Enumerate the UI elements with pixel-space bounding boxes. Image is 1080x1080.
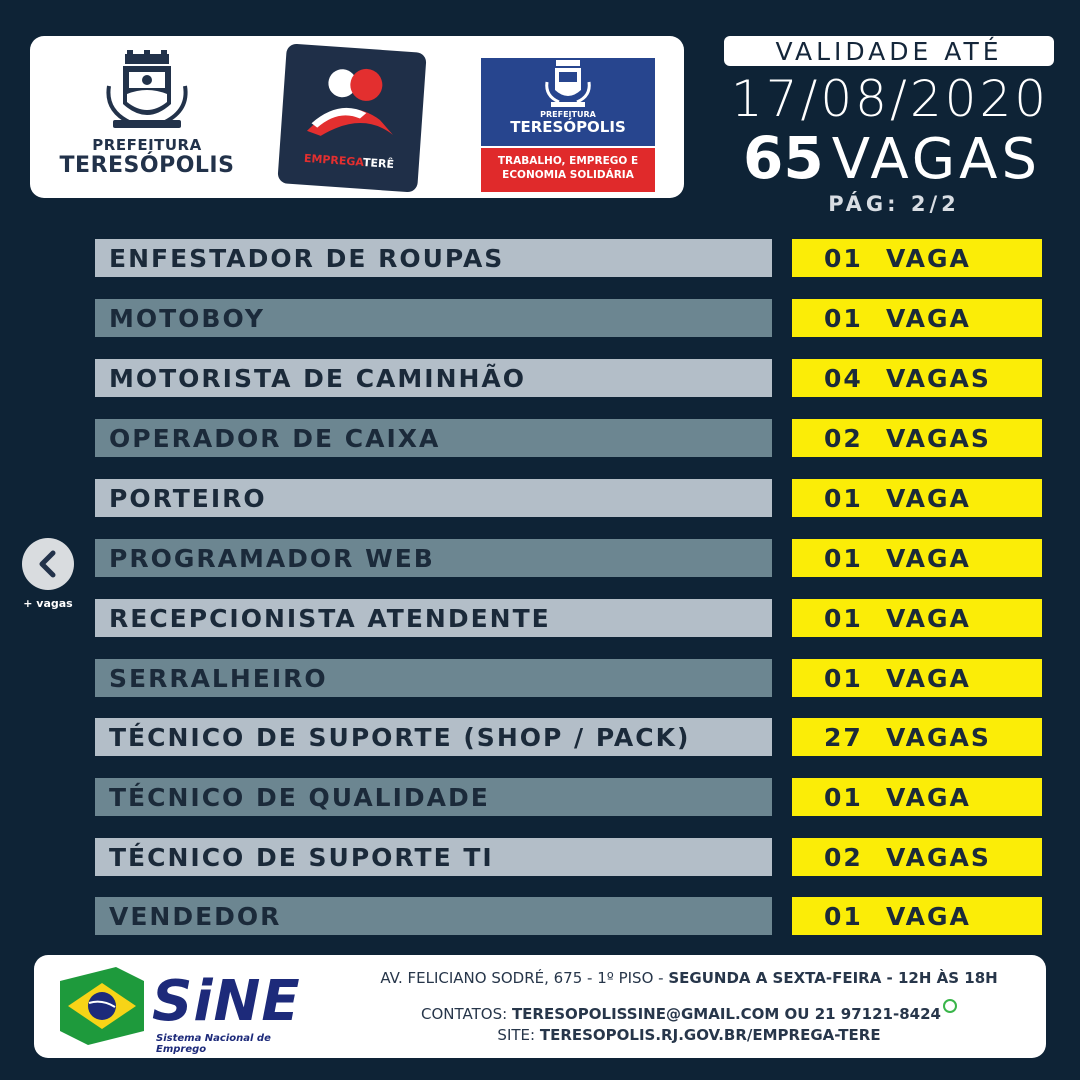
- site-label: SITE:: [497, 1026, 540, 1044]
- job-title: OPERADOR DE CAIXA: [95, 419, 772, 457]
- validity-date: 17/08/2020: [730, 70, 1050, 128]
- page-indicator: PÁG: 2/2: [828, 192, 960, 216]
- emprega-word: EMPREGA: [303, 151, 364, 169]
- people-icon: [280, 43, 427, 153]
- job-count: 01: [824, 304, 863, 333]
- job-vagas: [792, 359, 1042, 397]
- whatsapp-icon: [943, 999, 957, 1013]
- contacts-line: [344, 999, 1034, 1023]
- job-unit: VAGA: [886, 783, 971, 812]
- trabalho-city-name: TERESÓPOLIS: [510, 118, 626, 136]
- job-title: VENDEDOR: [95, 897, 772, 935]
- opening-hours: SEGUNDA A SEXTA-FEIRA - 12H ÀS 18H: [668, 969, 998, 987]
- job-title: ENFESTADOR DE ROUPAS: [95, 239, 772, 277]
- site-link[interactable]: TERESOPOLIS.RJ.GOV.BR/EMPREGA-TERE: [539, 1026, 881, 1044]
- job-vagas: [792, 718, 1042, 756]
- sine-wordmark: SiNE: [152, 969, 301, 1034]
- job-count: 01: [824, 244, 863, 273]
- job-vagas: [792, 659, 1042, 697]
- prefeitura-logo: [52, 50, 242, 190]
- job-title: SERRALHEIRO: [95, 659, 772, 697]
- job-vagas: [792, 539, 1042, 577]
- job-count: 01: [824, 783, 863, 812]
- job-count: 01: [824, 902, 863, 931]
- total-vagas-label: VAGAS: [831, 127, 1042, 192]
- tere-word: TERÊ: [362, 155, 395, 172]
- previous-page-label[interactable]: + vagas: [23, 597, 73, 610]
- chevron-left-icon: [35, 550, 61, 578]
- job-count: 02: [824, 424, 863, 453]
- job-count: 01: [824, 664, 863, 693]
- job-count: 27: [824, 723, 863, 752]
- job-title: MOTORISTA DE CAMINHÃO: [95, 359, 772, 397]
- job-count: 04: [824, 364, 863, 393]
- job-unit: VAGAS: [886, 364, 991, 393]
- contacts-value[interactable]: TERESOPOLISSINE@GMAIL.COM OU 21 97121-8424: [511, 1005, 941, 1023]
- job-unit: VAGA: [886, 664, 971, 693]
- brazil-flag-icon: [60, 967, 144, 1045]
- job-unit: VAGA: [886, 244, 971, 273]
- job-count: 01: [824, 544, 863, 573]
- job-vagas: [792, 838, 1042, 876]
- job-unit: VAGA: [886, 484, 971, 513]
- trabalho-line-1: TRABALHO, EMPREGO E: [497, 155, 639, 167]
- job-title: MOTOBOY: [95, 299, 772, 337]
- job-vagas: [792, 239, 1042, 277]
- job-unit: VAGA: [886, 604, 971, 633]
- address-line: [344, 969, 1034, 987]
- job-count: 01: [824, 484, 863, 513]
- job-vagas: [792, 419, 1042, 457]
- coat-of-arms-icon: [99, 50, 195, 134]
- trabalho-secretaria-logo: [481, 54, 655, 188]
- total-vagas-number: 65: [742, 124, 824, 192]
- job-title: RECEPCIONISTA ATENDENTE: [95, 599, 772, 637]
- trabalho-logo-bottom: [481, 148, 655, 192]
- coat-of-arms-small-icon: [543, 58, 593, 110]
- job-vagas: [792, 897, 1042, 935]
- job-unit: VAGA: [886, 544, 971, 573]
- previous-page-button[interactable]: [22, 538, 74, 590]
- job-count: 02: [824, 843, 863, 872]
- job-vagas: [792, 479, 1042, 517]
- sine-subtitle: Sistema Nacional de Emprego: [156, 1033, 271, 1055]
- job-unit: VAGAS: [886, 843, 991, 872]
- city-name: TERESÓPOLIS: [59, 153, 235, 178]
- job-vagas: [792, 599, 1042, 637]
- sine-logo: [60, 965, 320, 1055]
- job-vagas: [792, 299, 1042, 337]
- job-vagas: [792, 778, 1042, 816]
- validade-label: VALIDADE ATÉ: [724, 36, 1054, 66]
- job-unit: VAGA: [886, 304, 971, 333]
- job-count: 01: [824, 604, 863, 633]
- emprega-tere-logo: [277, 43, 426, 192]
- header-logos-panel: [30, 36, 684, 198]
- emprega-tere-wordmark: [279, 150, 420, 173]
- trabalho-logo-top: [481, 58, 655, 146]
- trabalho-prefeitura-label: PREFEITURA: [540, 110, 596, 119]
- job-title: PORTEIRO: [95, 479, 772, 517]
- address-text: AV. FELICIANO SODRÉ, 675 - 1º PISO -: [380, 969, 669, 987]
- job-unit: VAGA: [886, 902, 971, 931]
- job-title: TÉCNICO DE QUALIDADE: [95, 778, 772, 816]
- prefeitura-label: PREFEITURA: [92, 136, 202, 154]
- contacts-label: CONTATOS:: [421, 1005, 512, 1023]
- job-title: PROGRAMADOR WEB: [95, 539, 772, 577]
- site-line: [344, 1026, 1034, 1044]
- total-vagas: [722, 124, 1062, 192]
- job-unit: VAGAS: [886, 424, 991, 453]
- job-title: TÉCNICO DE SUPORTE (SHOP / PACK): [95, 718, 772, 756]
- footer-panel: [34, 955, 1046, 1058]
- job-unit: VAGAS: [886, 723, 991, 752]
- trabalho-line-2: ECONOMIA SOLIDÁRIA: [502, 169, 634, 181]
- job-title: TÉCNICO DE SUPORTE TI: [95, 838, 772, 876]
